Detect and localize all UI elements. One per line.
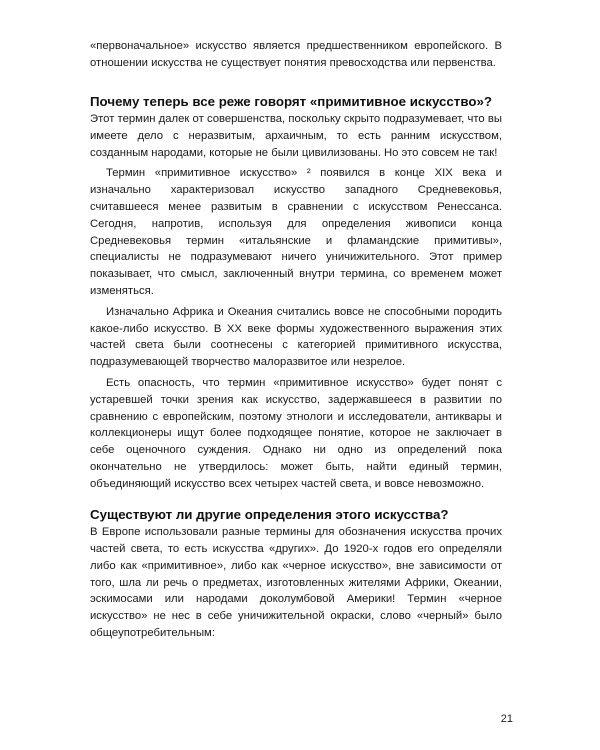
section-heading-primitive-art: Почему теперь все реже говорят «примитивное искусство»?	[90, 93, 492, 109]
page-body	[90, 38, 502, 642]
section1-paragraph-1: Этот термин далек от совершенства, поскольку скрыто подразумевает, что вы имеете дело с неразвитым, архаичным, то есть ранним искусством, созданным народами, которые не были цивилизованы. Но это совсем не так!	[90, 113, 502, 159]
page-number: 21	[500, 713, 513, 725]
section1-paragraph-2: Термин «примитивное искусство» ² появился в конце XIX века и изначально характеризовал искусство западного Средневековья, считавшееся менее развитым в сравнении с искусством Ренессанса. Сегодня, напротив, используя для определения живописи конца Средневековья термин «итальянские и фламандские примитивы», специалисты не подразумевают ничего уничижительного. Этот пример показывает, что смысл, заключенный внутри термина, со временем может изменяться.	[90, 167, 502, 298]
section-heading-other-definitions: Существуют ли другие определения этого искусства?	[90, 506, 449, 522]
intro-paragraph: «первоначальное» искусство является предшественником европейского. В отношении искусства не существует понятия превосходства или первенства.	[90, 40, 502, 69]
section1-paragraph-4: Есть опасность, что термин «примитивное искусство» будет понят с устаревшей точки зрения как искусство, задержавшееся в развитии по сравнению с европейским, поэтому этнологи и исследователи, антиквары и коллекционеры ищут более подходящее понятие, которое не заключает в себе оценочного суждения. Однако ни одно из определений пока окончательно не утвердилось: может быть, найти единый термин, объединяющий искусство всех четырех частей света, и вовсе невозможно.	[90, 377, 502, 490]
section2-paragraph-1: В Европе использовали разные термины для обозначения искусства прочих частей света, то есть искусства «других». До 1920-х годов его определяли либо как «примитивное», либо как «черное искусство», вне зависимости от того, шла ли речь о предметах, изготовленных жителями Африки, Океании, эскимосами или народами доколумбовой Америки! Термин «черное искусство» не нес в себе уничижительной окраски, слово «черный» было общеупотребительным:	[90, 526, 502, 639]
section1-paragraph-3: Изначально Африка и Океания считались вовсе не способными породить какое-либо искусство. В XX веке формы художественного выражения этих частей света были соотнесены с категорией примитивного искусства, подразумевающей творчество малоразвитое или незрелое.	[90, 305, 502, 369]
